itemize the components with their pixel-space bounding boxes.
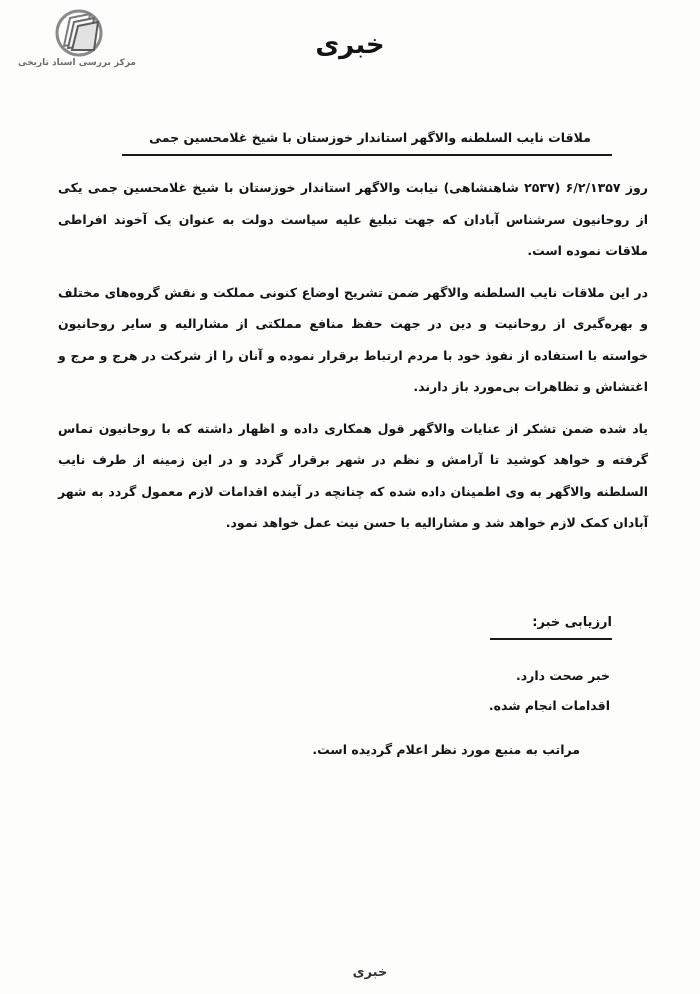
evaluation-line-2: اقدامات انجام شده. [488, 698, 610, 713]
paragraph-2: در این ملاقات نایب السلطنه والاگهر ضمن تشریح اوضاع کنونی مملکت و نقش گروه‌های مختلف و بهره‌گیری از روحانیت و دین در جهت حفظ منافع مملکتی از مشارالیه و سایر روحانیون خواسته با استفاده از نفوذ خود با مردم ارتباط برقرار نموده و آنان را از شرکت در هرج و مرج و اغتشاش و تظاهرات بی‌مورد باز دارند. [58, 284, 648, 394]
bottom-mark: خبری [352, 965, 388, 980]
archive-logo [12, 8, 142, 70]
evaluation-line-1: خبر صحت دارد. [516, 668, 610, 683]
footer-note: مراتب به منبع مورد نظر اعلام گردیده است. [312, 742, 580, 757]
paragraph-1: روز ۶/۲/۱۳۵۷ (۲۵۳۷ شاهنشاهی) نیابت والاگهر استاندار خوزستان با شیخ غلامحسین جمی یکی از روحانیون سرشناس آبادان که جهت تبلیغ علیه سیاست دولت به عنوان یک آخوند افراطی ملاقات نموده است. [58, 180, 649, 258]
document-body [58, 172, 648, 549]
document-subject: ملاقات نایب السلطنه والاگهر استاندار خوزستان با شیخ غلامحسین جمی [149, 130, 591, 145]
subject-underline [122, 154, 612, 156]
evaluation-label: ارزیابی خبر: [532, 615, 612, 630]
document-heading: خبری [315, 30, 385, 60]
paragraph-3: یاد شده ضمن تشکر از عنایات والاگهر قول همکاری داده و اظهار داشته که با روحانیون تماس گرفته و خواهد کوشید تا آرامش و نظم در شهر برقرار گردد و در این زمینه از طرف نایب السلطنه والاگهر به وی اطمینان داده شده که چنانچه در آینده اقدامات لازم معمول گردد به شهر آبادان کمک لازم خواهد شد و مشارالیه با حسن نیت عمل خواهد نمود. [58, 420, 648, 530]
evaluation-underline [490, 638, 612, 640]
logo-caption: مرکز بررسی اسناد تاریخی [17, 58, 137, 68]
document-stack-logo-icon [50, 8, 104, 58]
